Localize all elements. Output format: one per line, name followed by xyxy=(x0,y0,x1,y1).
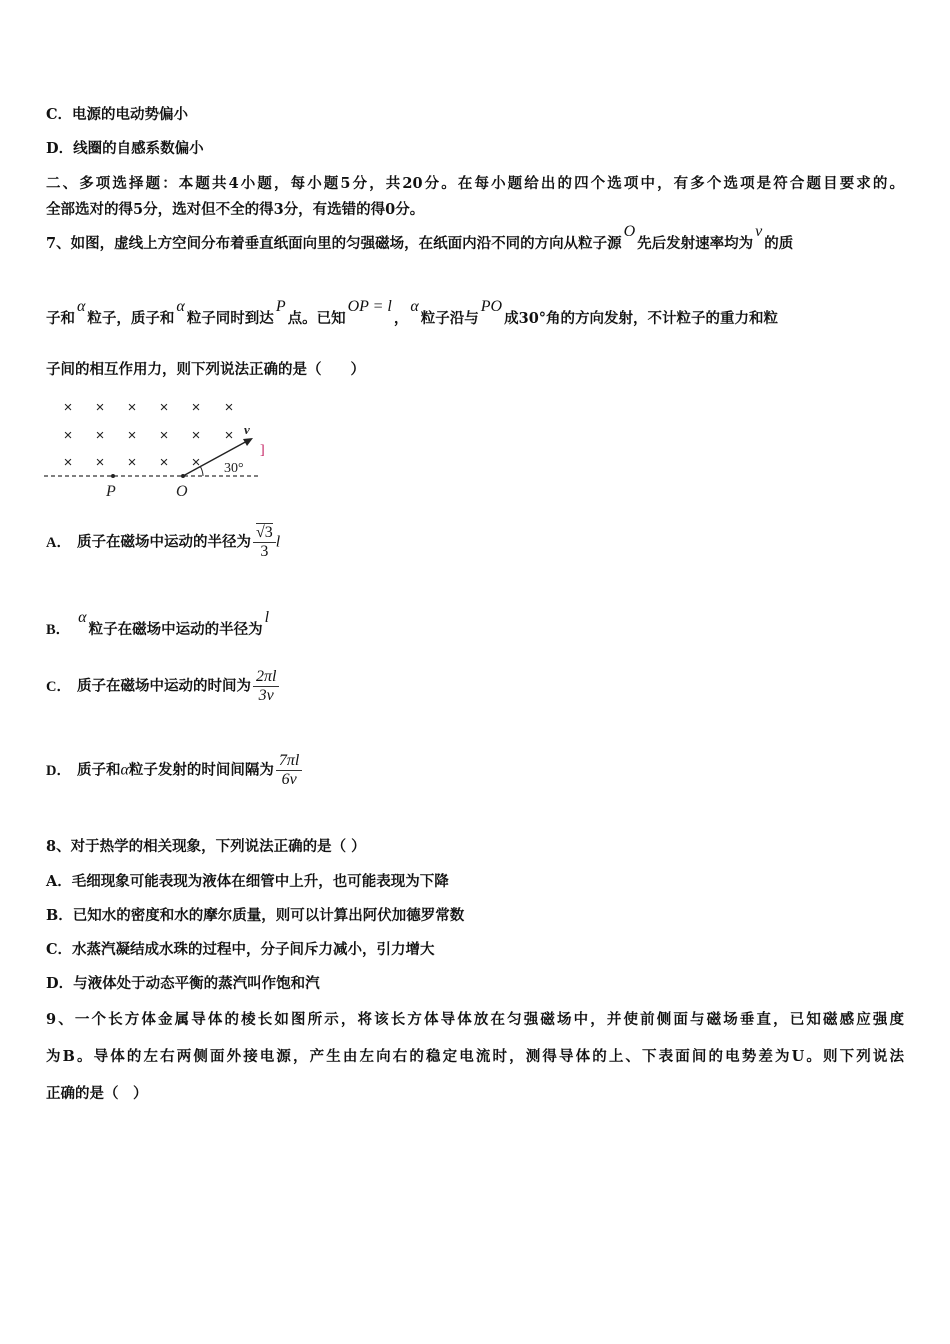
symbol-alpha: α xyxy=(78,609,87,626)
q8-stem: 8、对于热学的相关现象，下列说法正确的是（ ） xyxy=(46,838,366,855)
q7-text: 点。已知 xyxy=(287,310,346,327)
label-v: v xyxy=(244,422,250,437)
field-cross: × xyxy=(159,427,169,444)
fraction xyxy=(253,668,279,705)
field-cross: × xyxy=(127,427,137,444)
option-text: 粒子在磁场中运动的半径为 xyxy=(88,621,263,638)
angle-arc xyxy=(200,466,203,476)
label-O: O xyxy=(176,483,188,500)
option-text: 质子在磁场中运动的时间为 xyxy=(76,677,251,695)
option-text: 质子在磁场中运动的半径为 xyxy=(76,533,251,551)
symbol-P: P xyxy=(275,298,286,315)
option-text: 质子和 xyxy=(76,761,121,779)
q7-text: ， xyxy=(393,310,409,327)
field-cross: × xyxy=(191,454,201,471)
field-cross: × xyxy=(127,454,137,471)
symbol-alpha: α xyxy=(410,298,419,315)
q7-text: 成30°角的方向发射，不计粒子的重力和粒 xyxy=(504,310,779,327)
symbol-PO: PO xyxy=(480,298,503,315)
symbol-alpha: α xyxy=(176,298,185,315)
q7-text: 先后发射速率均为 xyxy=(637,235,754,252)
symbol-alpha: α xyxy=(120,761,129,779)
fraction-denominator: 6v xyxy=(281,771,297,788)
q8-option-c: C．水蒸汽凝结成水珠的过程中，分子间斥力减小，引力增大 xyxy=(46,941,435,958)
field-cross: × xyxy=(191,399,201,416)
field-cross: × xyxy=(224,399,234,416)
field-cross: × xyxy=(95,454,105,471)
q7-text: 粒子，质子和 xyxy=(87,310,175,327)
symbol-OP-equals-l: OP = l xyxy=(347,298,392,315)
symbol-alpha: α xyxy=(77,298,86,315)
q7-text: 的质 xyxy=(764,235,794,252)
fraction-denominator: 3v xyxy=(258,687,274,704)
fraction-numerator: √3 xyxy=(253,524,276,543)
symbol-v: v xyxy=(755,223,763,240)
field-cross: × xyxy=(63,427,73,444)
field-cross: × xyxy=(191,427,201,444)
q7-text: 粒子沿与 xyxy=(420,310,479,327)
q8-option-d: D．与液体处于动态平衡的蒸汽叫作饱和汽 xyxy=(46,975,320,992)
field-cross: × xyxy=(159,399,169,416)
fraction-numerator: 7πl xyxy=(276,752,302,771)
q8-option-a: A．毛细现象可能表现为液体在细管中上升，也可能表现为下降 xyxy=(46,873,449,890)
section-heading-line2: 全部选对的得5分，选对但不全的得3分，有选错的得0分。 xyxy=(46,201,425,218)
field-cross: × xyxy=(95,427,105,444)
symbol-l: l xyxy=(264,609,270,626)
fraction-numerator: 2πl xyxy=(253,668,279,687)
q7-line3: 子间的相互作用力，则下列说法正确的是（ ） xyxy=(46,361,365,378)
option-d-prev: D．线圈的自感系数偏小 xyxy=(46,140,204,157)
symbol-l: l xyxy=(275,533,281,551)
q9-line3: 正确的是（ ） xyxy=(46,1085,148,1102)
label-P: P xyxy=(106,483,116,500)
option-label: D． xyxy=(46,762,71,779)
q7-line1 xyxy=(46,223,794,253)
field-cross: × xyxy=(63,399,73,416)
q9-line1: 9、一个长方体金属导体的棱长如图所示，将该长方体导体放在匀强磁场中，并使前侧面与磁场垂直，已知磁感应强度 xyxy=(46,1011,904,1028)
label-bracket: ] xyxy=(260,443,265,458)
q8-option-b: B．已知水的密度和水的摩尔质量，则可以计算出阿伏加德罗常数 xyxy=(46,907,465,924)
q7-option-c xyxy=(46,668,279,705)
label-angle: 30° xyxy=(224,461,244,476)
q9-line2: 为B。导体的左右两侧面外接电源，产生由左向右的稳定电流时，测得导体的上、下表面间的电势差为U。则下列说法 xyxy=(46,1048,904,1065)
q7-text: 7、如图，虚线上方空间分布着垂直纸面向里的匀强磁场，在纸面内沿不同的方向从粒子源 xyxy=(46,235,622,252)
option-label: A． xyxy=(46,534,71,551)
field-cross: × xyxy=(159,454,169,471)
q7-option-b xyxy=(46,609,271,639)
symbol-O: O xyxy=(623,223,636,240)
option-text: 粒子发射的时间间隔为 xyxy=(128,761,274,779)
fraction xyxy=(253,524,276,561)
field-cross: × xyxy=(63,454,73,471)
field-cross: × xyxy=(95,399,105,416)
q7-line2 xyxy=(46,298,779,328)
fraction-denominator: 3 xyxy=(260,543,269,560)
q7-text: 子和 xyxy=(46,310,75,327)
fraction xyxy=(276,752,302,789)
q7-text: 粒子同时到达 xyxy=(186,310,274,327)
q7-option-a xyxy=(46,524,280,561)
field-cross: × xyxy=(224,427,234,444)
option-label: C． xyxy=(46,678,71,695)
option-label: B． xyxy=(46,622,71,638)
field-cross: × xyxy=(127,399,137,416)
option-c-prev: C．电源的电动势偏小 xyxy=(46,106,189,123)
q7-option-d xyxy=(46,752,302,789)
magnetic-field-diagram xyxy=(40,392,280,504)
section-heading-line1: 二、多项选择题：本题共4小题，每小题5分，共20分。在每小题给出的四个选项中，有多个选项是符合题目要求的。 xyxy=(46,175,904,192)
point-P xyxy=(111,474,115,478)
